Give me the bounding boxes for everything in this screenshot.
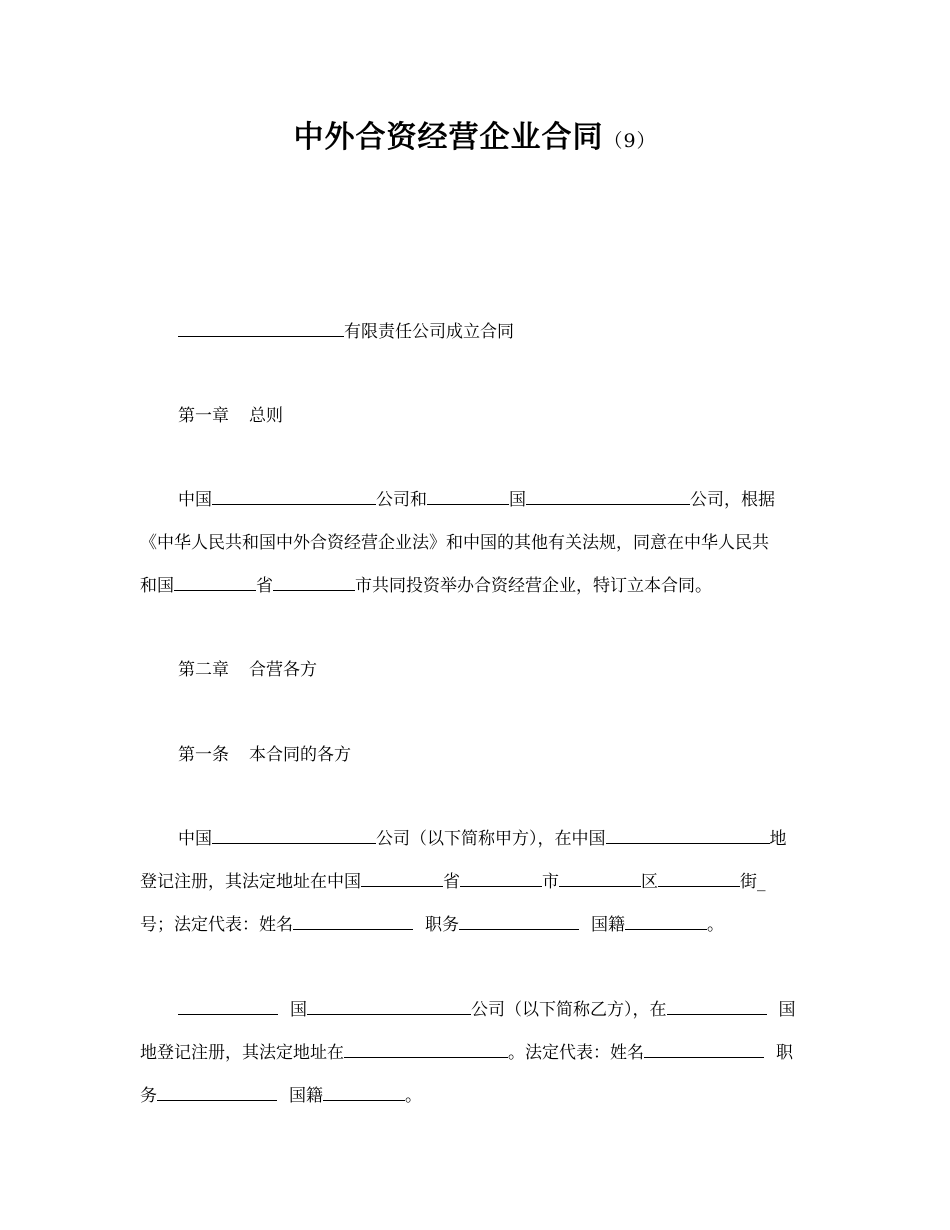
chapter-2-heading — [178, 658, 317, 682]
blank — [606, 827, 770, 844]
text: 省 — [256, 576, 273, 596]
text: 公司（以下简称乙方），在 — [471, 1000, 667, 1020]
text: 国 — [290, 1000, 307, 1020]
text: 国 — [778, 1000, 796, 1020]
party-b-line1 — [178, 998, 796, 1022]
text: 。 — [405, 1086, 422, 1106]
text: 公司和 — [376, 490, 427, 510]
blank — [293, 913, 413, 930]
blank — [273, 574, 355, 591]
contract-heading-text: 有限责任公司成立合同 — [344, 322, 514, 342]
chapter-label: 第二章 — [178, 660, 229, 680]
text: 国籍 — [289, 1086, 323, 1106]
text: 区 — [641, 872, 658, 892]
blank — [625, 913, 707, 930]
text: 中国 — [178, 829, 212, 849]
text: 登记注册，其法定地址在中国 — [140, 872, 361, 892]
blank — [323, 1084, 405, 1101]
text: 省 — [443, 872, 460, 892]
contract-heading — [178, 320, 514, 344]
chapter-1-heading — [178, 404, 283, 428]
blank — [212, 827, 376, 844]
text: 号；法定代表：姓名 — [140, 915, 293, 935]
party-a-line1 — [178, 827, 787, 851]
text: 国籍 — [591, 915, 625, 935]
text: 职 — [776, 1043, 793, 1063]
document-title — [0, 112, 950, 156]
text: 职务 — [425, 915, 459, 935]
blank — [526, 488, 690, 505]
article-1-heading — [178, 743, 351, 767]
text: 地 — [769, 829, 787, 849]
text: 。法定代表：姓名 — [508, 1043, 644, 1063]
party-b-line3 — [140, 1084, 422, 1108]
p1-line2: 《中华人民共和国中外合资经营企业法》和中国的其他有关法规，同意在中华人民共 — [140, 533, 769, 553]
blank — [459, 913, 579, 930]
text: 务 — [140, 1086, 157, 1106]
text: 地登记注册，其法定地址在 — [140, 1043, 344, 1063]
chapter-label: 第一章 — [178, 406, 229, 426]
article-label: 第一条 — [178, 745, 229, 765]
blank — [559, 870, 641, 887]
chapter-name: 合营各方 — [249, 660, 317, 680]
text: 和国 — [140, 576, 174, 596]
text: 市 — [542, 872, 559, 892]
party-b-line2 — [140, 1041, 793, 1065]
title-main: 中外合资经营企业合同 — [293, 120, 604, 155]
p1-line3 — [140, 574, 712, 598]
party-a-line3 — [140, 913, 724, 937]
text: 市共同投资举办合资经营企业，特订立本合同。 — [355, 576, 712, 596]
text: 中国 — [178, 490, 212, 510]
blank — [644, 1041, 764, 1058]
article-name: 本合同的各方 — [249, 745, 351, 765]
text: 公司（以下简称甲方），在中国 — [376, 829, 606, 849]
text: 。 — [707, 915, 724, 935]
blank — [667, 998, 767, 1015]
blank — [212, 488, 376, 505]
blank-company-name — [178, 320, 344, 337]
blank — [344, 1041, 508, 1058]
blank — [361, 870, 443, 887]
blank — [460, 870, 542, 887]
blank — [157, 1084, 277, 1101]
chapter-name: 总则 — [249, 406, 283, 426]
blank — [658, 870, 740, 887]
text: 国 — [509, 490, 526, 510]
party-a-line2 — [140, 870, 766, 894]
blank — [178, 998, 278, 1015]
blank — [307, 998, 471, 1015]
blank — [427, 488, 509, 505]
p1-line1 — [178, 488, 775, 512]
text: 街_ — [740, 872, 766, 892]
text: 公司，根据 — [690, 490, 775, 510]
title-suffix: （9） — [603, 130, 657, 152]
blank — [174, 574, 256, 591]
